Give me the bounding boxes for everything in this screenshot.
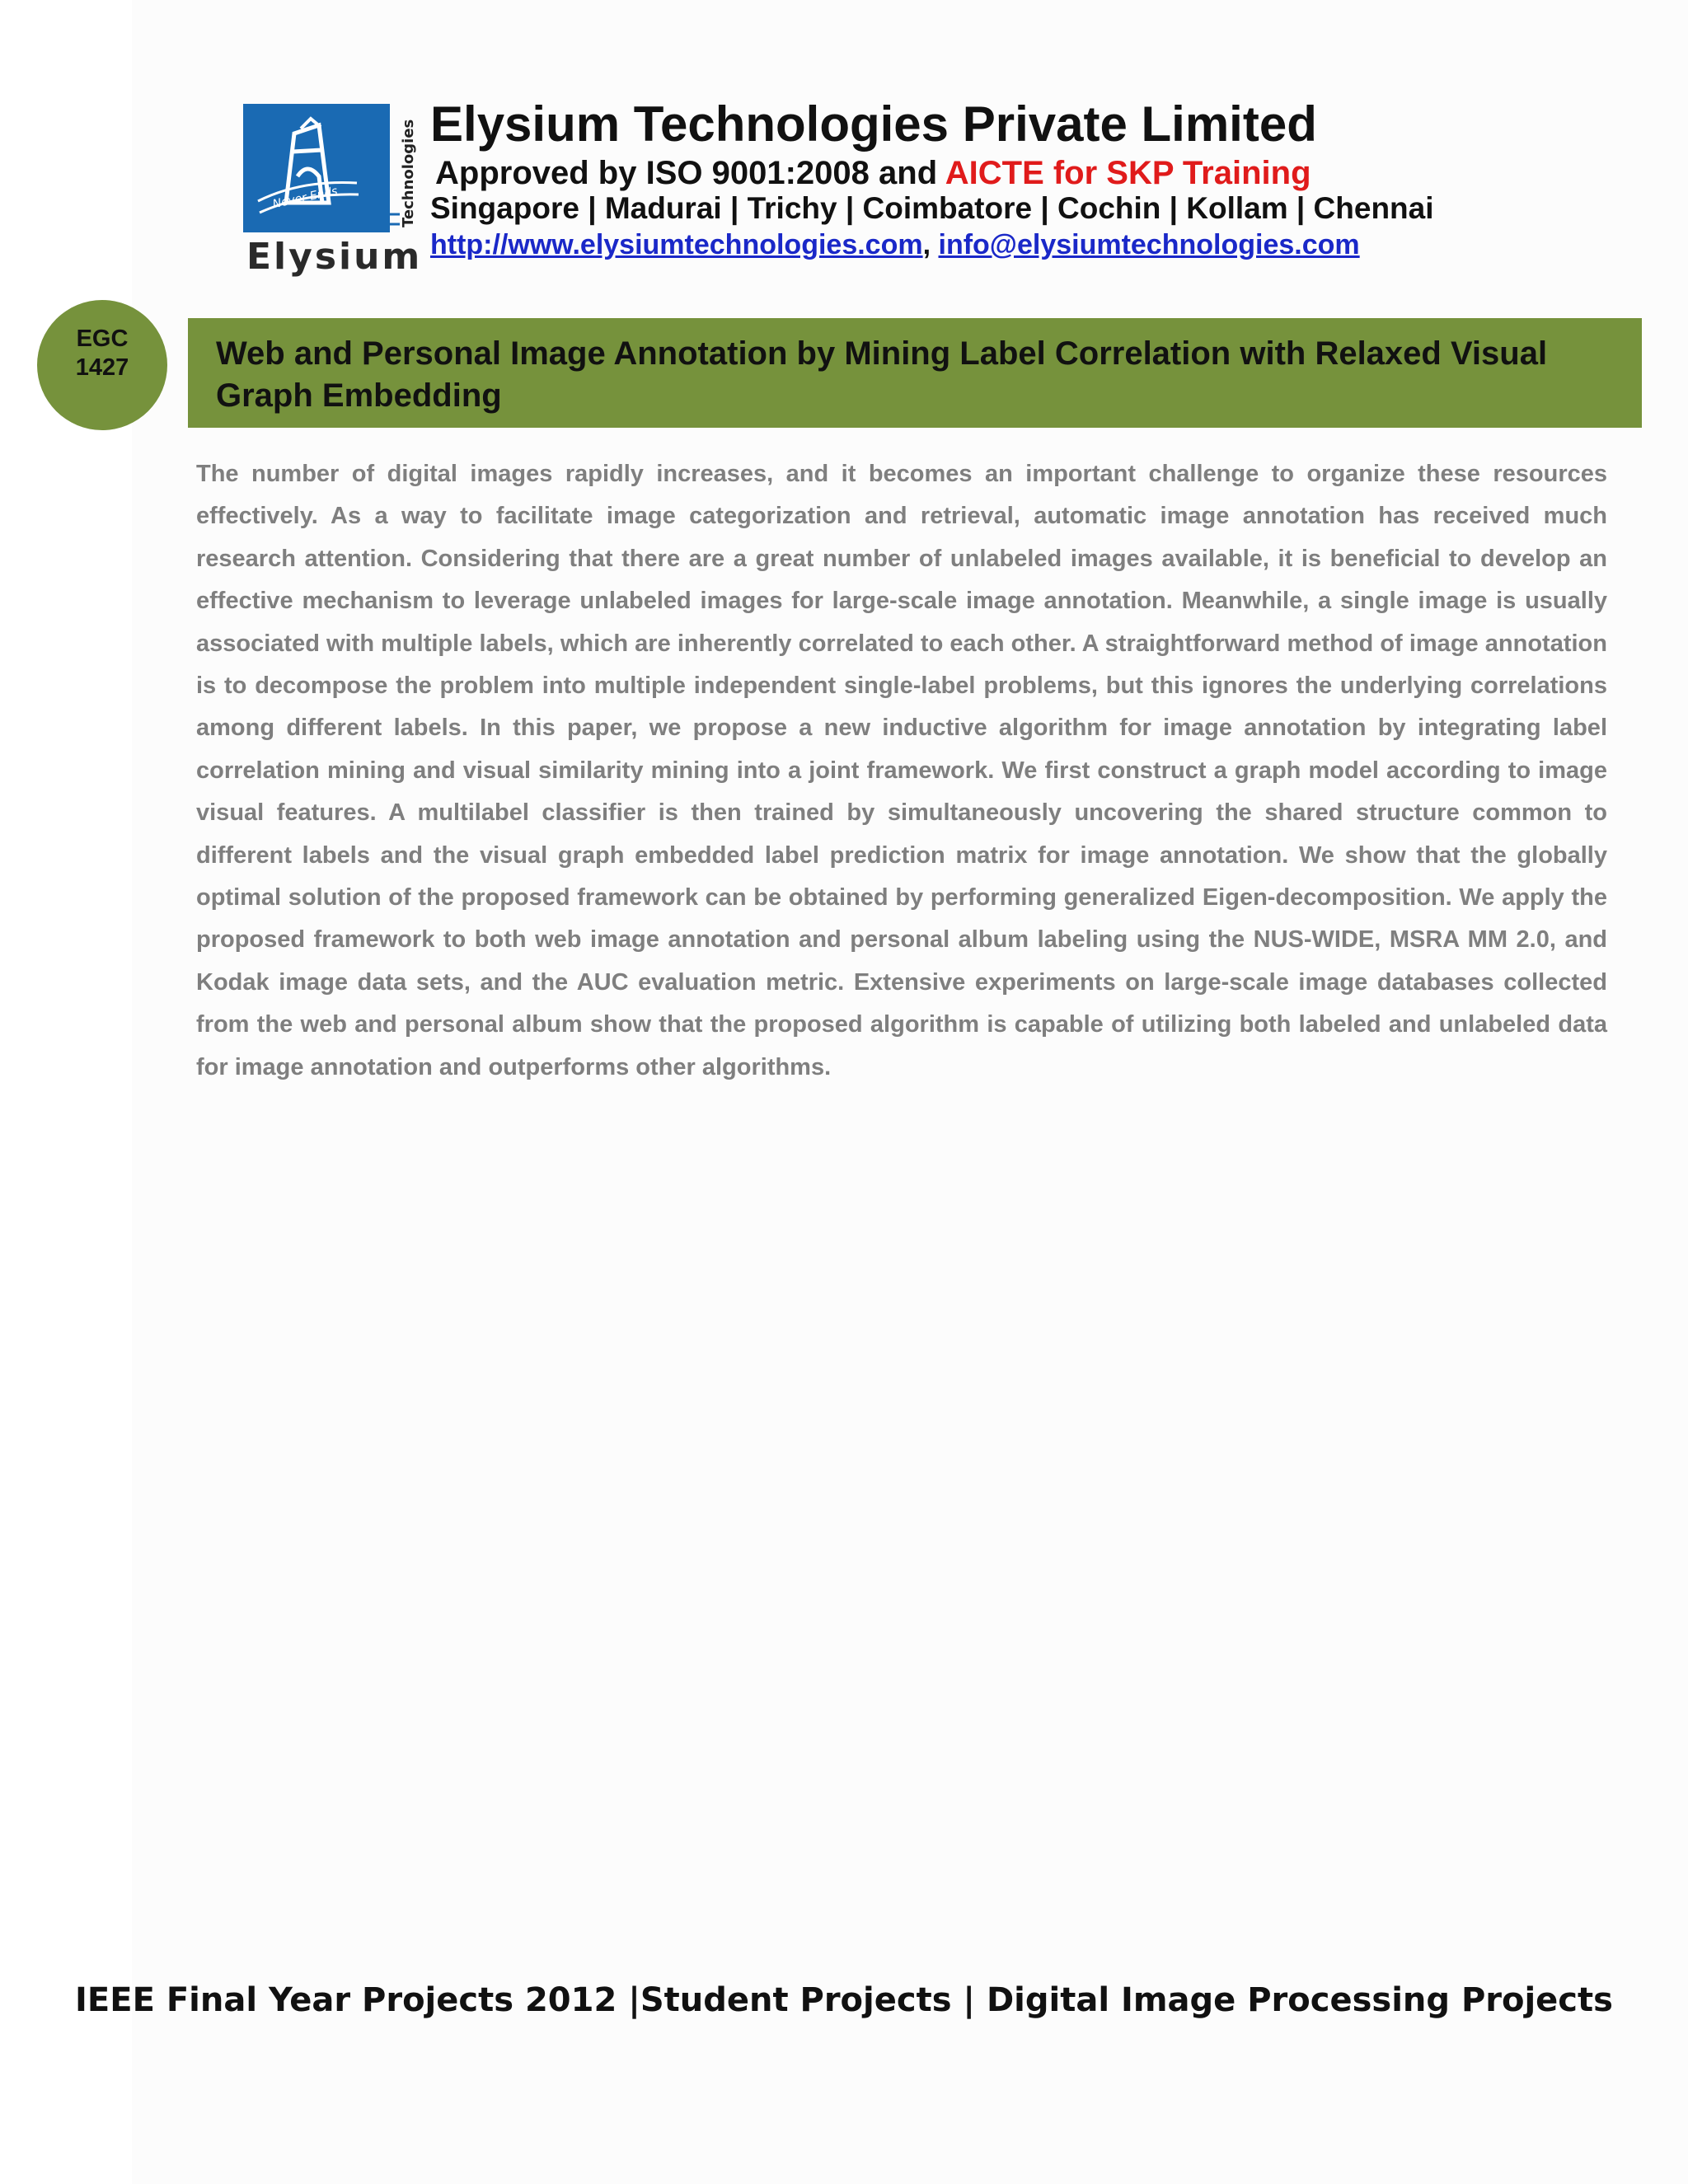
- paper-abstract: The number of digital images rapidly increases, and it becomes an important challenge to organize these resources effectively. As a way to facilitate image categorization and retrieval, automatic image annotation has received much research attention. Considering that there are a great number of unlabeled images available, it is beneficial to develop an effective mechanism to leverage unlabeled images for large-scale image annotation. Meanwhile, a single image is usually associated with multiple labels, which are inherently correlated to each other. A straightforward method of image annotation is to decompose the problem into multiple independent single-label problems, but this ignores the underlying correlations among different labels. In this paper, we propose a new inductive algorithm for image annotation by integrating label correlation mining and visual similarity mining into a joint framework. We first construct a graph model according to image visual features. A multilabel classifier is then trained by simultaneously uncovering the shared structure common to different labels and the visual graph embedded label prediction matrix for image annotation. We show that the globally optimal solution of the proposed framework can be obtained by performing generalized Eigen-decomposition. We apply the proposed framework to both web image annotation and personal album labeling using the NUS-WIDE, MSRA MM 2.0, and Kodak image data sets, and the AUC evaluation metric. Extensive experiments on large-scale image databases collected from the web and personal album show that the proposed algorithm is capable of utilizing both labeled and unlabeled data for image annotation and outperforms other algorithms.: [196, 461, 1607, 1080]
- footer-text: IEEE Final Year Projects 2012 |Student Projects | Digital Image Processing Projects: [75, 1981, 1613, 2019]
- badge-number: 1427: [75, 354, 129, 381]
- company-logo: [243, 104, 423, 278]
- title-bar: [188, 318, 1642, 428]
- approval-line: [435, 153, 1311, 193]
- approval-text: Approved by ISO 9001:2008 and: [435, 155, 945, 191]
- approval-highlight: AICTE for SKP Training: [945, 155, 1311, 191]
- logo-tagline: Never Ends: [271, 184, 340, 212]
- badge-prefix: EGC: [76, 326, 129, 352]
- svg-text:Technologies: Technologies: [400, 119, 417, 227]
- email-link[interactable]: info@elysiumtechnologies.com: [938, 229, 1360, 260]
- office-locations: Singapore | Madurai | Trichy | Coimbatore | Cochin | Kollam | Chennai: [430, 191, 1434, 225]
- logo-wordmark: Elysium: [246, 236, 423, 278]
- logo-vertical-label: [400, 104, 418, 232]
- website-link[interactable]: http://www.elysiumtechnologies.com: [430, 229, 923, 260]
- link-separator: ,: [922, 229, 939, 260]
- contact-links: [430, 227, 1360, 262]
- paper-title: Web and Personal Image Annotation by Mining Label Correlation with Relaxed Visual Graph Embedding: [216, 335, 1548, 414]
- project-code-badge: [37, 300, 167, 430]
- company-name: Elysium Technologies Private Limited: [430, 96, 1317, 152]
- logo-stripes: [367, 135, 400, 232]
